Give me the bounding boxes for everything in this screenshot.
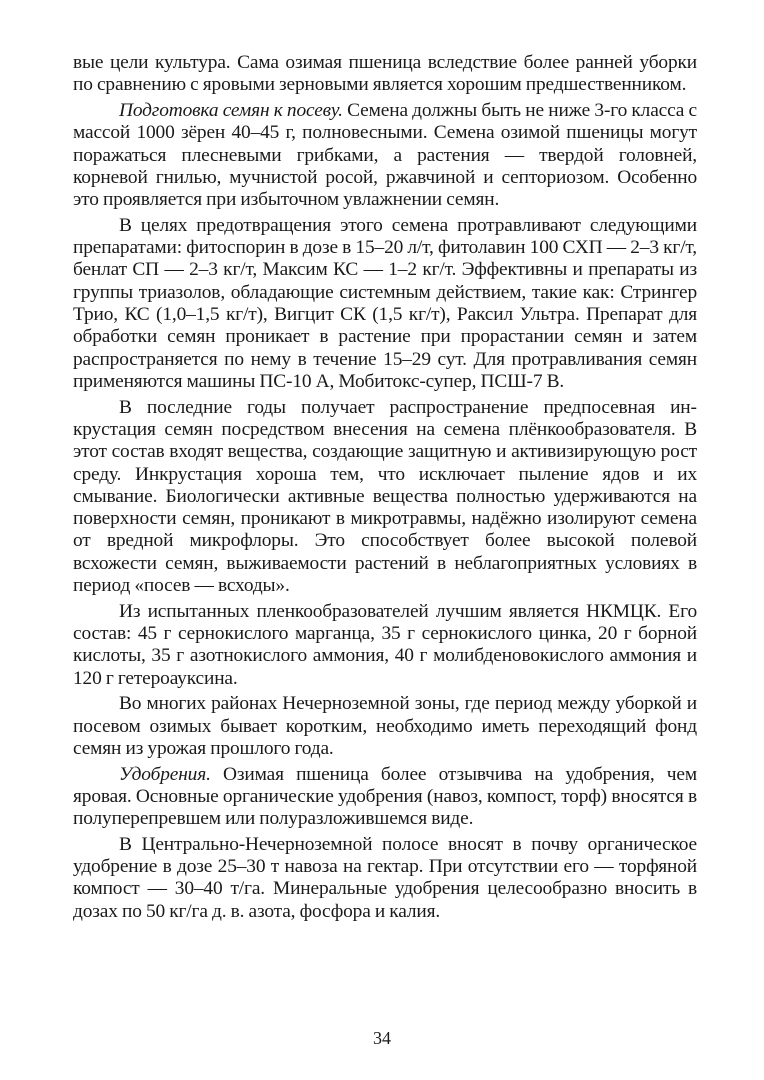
page-body — [73, 52, 697, 926]
page-number: 34 — [373, 1028, 391, 1048]
paragraph-5 — [73, 601, 697, 690]
paragraph-4-text: В последние годы получает распространение предпосевная инкрустация семян посредством внесения на семена плёнкообразователя. В этот состав входят вещества, создающие защитную и активизирующую рост среду. Инкрустация хороша тем, что исключает пыление ядов и их смывание. Биологически активные вещества полностью удерживаются на поверхности семян, проникают в микротравмы, надёжно изолируют семена от вредной микрофлоры. Это способствует более высокой полевой всхожести семян, выживаемости растений в неблагоприятных условиях в период «посев — всходы». — [73, 396, 697, 596]
paragraph-7 — [73, 764, 697, 831]
paragraph-2-text: Семена должны быть не ниже 3-го класса с массой 1000 зёрен 40–45 г, полновесными. Семена озимой пшеницы могут поражаться плесневыми грибками, а растения — твердой головней, корневой гнилью, мучнистой росой, ржавчиной и септориозом. Особенно это проявляется при избыточном увлажнении семян. — [73, 99, 698, 211]
paragraph-7-text: Озимая пшеница более отзывчива на удобрения, чем яровая. Основные органические удобрения (навоз, компост, торф) вносятся в полуперепревшем или полуразложившемся виде. — [73, 763, 697, 830]
paragraph-5-text: Из испытанных пленкообразователей лучшим является НКМЦК. Его состав: 45 г сернокислого марганца, 35 г сернокислого цинка, 20 г борной кислоты, 35 г азотнокислого аммония, 40 г молибденовокислого аммония и 120 г гетероауксина. — [73, 600, 697, 689]
paragraph-2 — [73, 100, 697, 211]
paragraph-1-text: вые цели культура. Сама озимая пшеница вследствие более ранней уборки по сравнению с яровыми зерновыми является хорошим предшественником. — [73, 52, 697, 96]
paragraph-6 — [73, 693, 697, 760]
paragraph-3-text: В целях предотвращения этого семена протравливают следующими препаратами: фитоспорин в дозе в 15–20 л/т, фитолавин 100 СХП — 2–3 кг/т, бенлат СП — 2–3 кг/т, Максим КС — 1–2 кг/т. Эффективны и препараты из группы триазолов, обладающие системным действием, такие как: Стрингер Трио, КС (1,0–1,5 кг/т), Вигцит СК (1,5 кг/т), Раксил Ультра. Препарат для обработки семян проникает в растение при прорастании семян и затем распространяется по нему в течение 15–29 сут. Для протравливания семян применяются машины ПС-10 А, Мобитокс-супер, ПСШ-7 В. — [73, 214, 697, 392]
paragraph-4 — [73, 397, 697, 598]
paragraph-6-text: Во многих районах Нечерноземной зоны, где период между уборкой и посевом озимых бывает коротким, необходимо иметь переходящий фонд семян из урожая прошлого года. — [73, 693, 697, 759]
paragraph-8-text: В Центрально-Нечерноземной полосе вносят в почву органическое удобрение в дозе 25–30 т навоза на гектар. При отсутствии его — торфяной компост — 30–40 т/га. Минеральные удобрения целесообразно вносить в дозах по 50 кг/га д. в. азота, фосфора и калия. — [73, 833, 697, 922]
section-heading-fertilizers: Удобрения. — [119, 763, 211, 785]
paragraph-8 — [73, 834, 697, 923]
paragraph-3 — [73, 215, 697, 393]
section-heading-seed-preparation: Подготовка семян к посеву. — [119, 99, 343, 121]
paragraph-1 — [73, 52, 697, 97]
